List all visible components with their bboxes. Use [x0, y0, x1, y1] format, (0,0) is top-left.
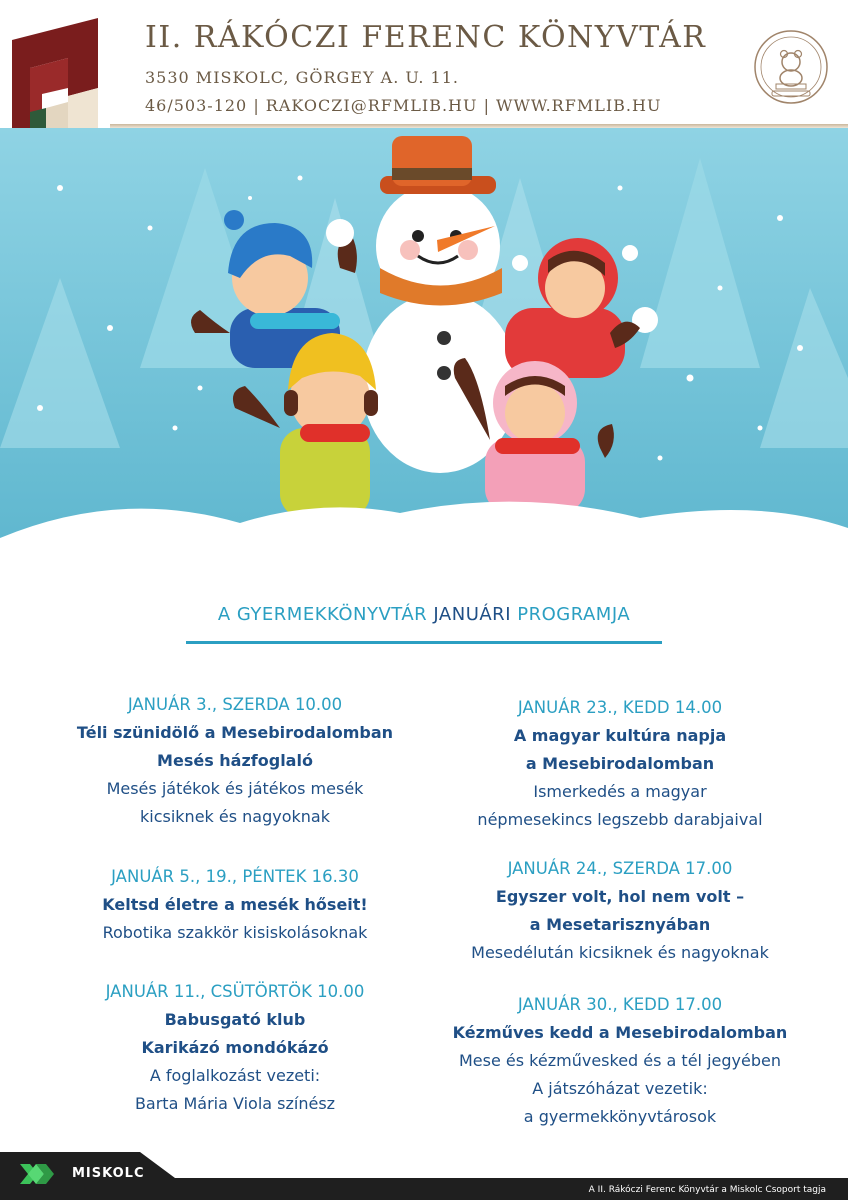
childrens-library-seal-icon [752, 28, 830, 106]
program-title-highlight: JANUÁRI [433, 604, 511, 625]
event-column-left [35, 691, 435, 831]
event-date: JANUÁR 24., SZERDA 17.00 [507, 859, 733, 878]
event-description: kicsiknek és nagyoknak [140, 807, 330, 826]
event-description: népmesekincs legszebb darabjaival [477, 810, 763, 829]
program-title-underline [186, 641, 662, 644]
winter-snowman-illustration [0, 128, 848, 548]
event-description: a gyermekkönyvtárosok [523, 1107, 717, 1126]
event-description: A foglalkozást vezeti: [149, 1066, 321, 1085]
library-address: 3530 MISKOLC, GÖRGEY A. U. 11. [145, 68, 459, 87]
event-column-right [420, 991, 820, 1131]
event-name: Keltsd életre a mesék hőseit! [102, 895, 368, 914]
event-description: Mesedélután kicsiknek és nagyoknak [471, 943, 769, 962]
header [0, 0, 848, 130]
event-description: A játszóházat vezetik: [532, 1079, 708, 1098]
library-contact: 46/503-120 | RAKOCZI@RFMLIB.HU | WWW.RFMLIB.HU [145, 96, 662, 115]
event-item [35, 863, 435, 947]
program-title-pre: A GYERMEKKÖNYVTÁR [217, 604, 434, 625]
event-item [420, 855, 820, 967]
event-date: JANUÁR 11., CSÜTÖRTÖK 10.00 [105, 982, 365, 1001]
event-name: a Mesetarisznyában [529, 915, 711, 934]
event-name: Egyszer volt, hol nem volt – [495, 887, 745, 906]
event-date: JANUÁR 23., KEDD 14.00 [517, 698, 723, 717]
footer-note: A II. Rákóczi Ferenc Könyvtár a Miskolc Csoport tagja [588, 1185, 826, 1195]
event-name: Téli szünidölő a Mesebirodalomban [76, 723, 394, 742]
footer-brand: MISKOLC [72, 1166, 145, 1181]
event-date: JANUÁR 3., SZERDA 10.00 [127, 695, 343, 714]
event-name: Babusgató klub [164, 1010, 306, 1029]
event-column-left [35, 978, 435, 1118]
event-column-right [420, 694, 820, 834]
event-name: Mesés házfoglaló [157, 751, 313, 770]
event-description: Ismerkedés a magyar [533, 782, 707, 801]
event-name: Karikázó mondókázó [141, 1038, 329, 1057]
event-description: Mesés játékok és játékos mesék [106, 779, 364, 798]
event-column-right [420, 855, 820, 967]
event-description: Barta Mária Viola színész [134, 1094, 336, 1113]
event-name: a Mesebirodalomban [525, 754, 715, 773]
event-item [420, 991, 820, 1131]
event-name: Kézműves kedd a Mesebirodalomban [452, 1023, 788, 1042]
event-date: JANUÁR 5., 19., PÉNTEK 16.30 [111, 867, 359, 886]
event-description: Robotika szakkör kisiskolásoknak [102, 923, 368, 942]
event-date: JANUÁR 30., KEDD 17.00 [517, 995, 723, 1014]
library-title: II. RÁKÓCZI FERENC KÖNYVTÁR [145, 20, 707, 55]
event-item [420, 694, 820, 834]
event-name: A magyar kultúra napja [513, 726, 727, 745]
event-item [35, 978, 435, 1118]
program-title [0, 604, 848, 625]
event-column-left [35, 863, 435, 947]
event-item [35, 691, 435, 831]
program-title-post: PROGRAMJA [511, 604, 631, 625]
event-description: Mese és kézművesked és a tél jegyében [459, 1051, 781, 1070]
